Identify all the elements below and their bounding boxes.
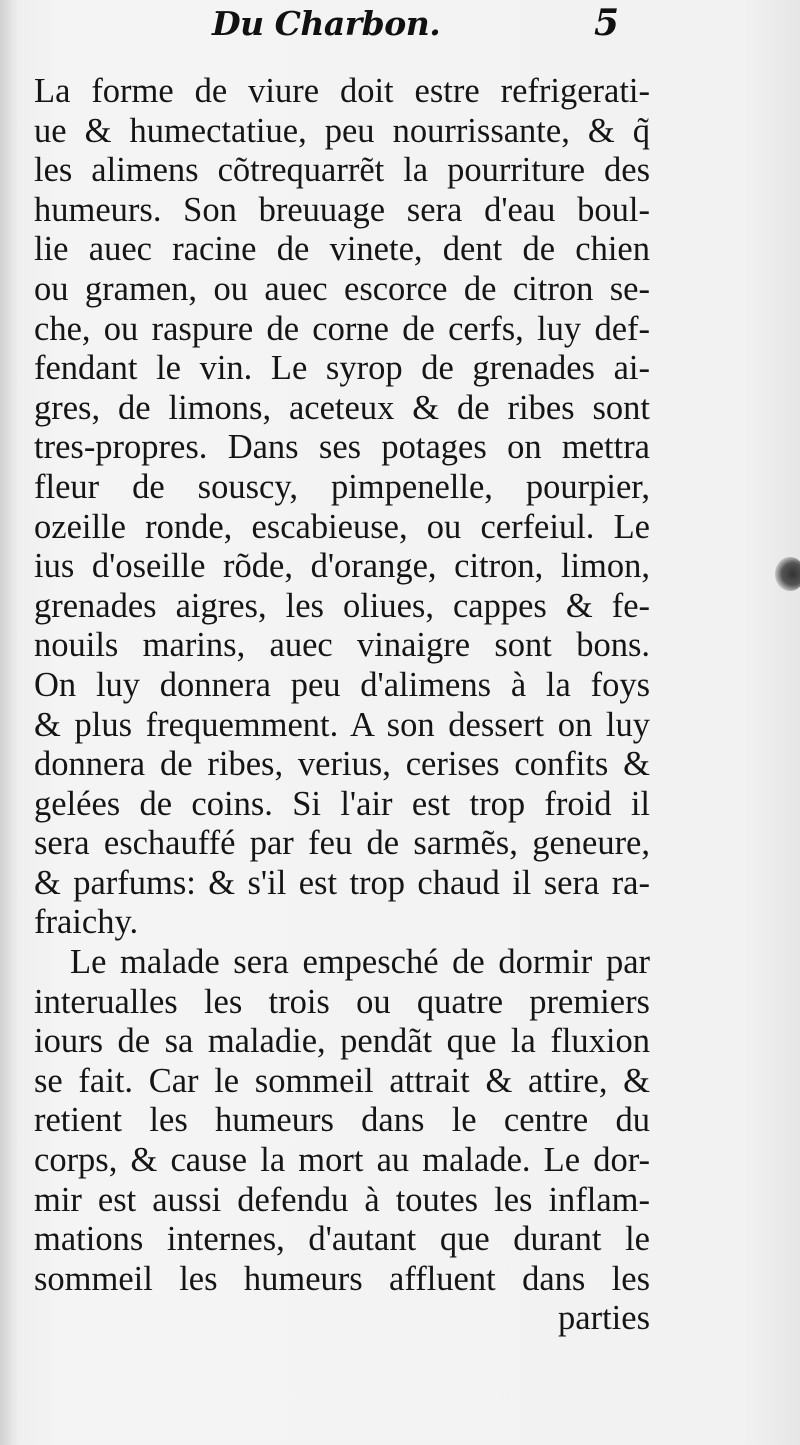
text-line: sommeil les humeurs affluent dans les (34, 1259, 650, 1298)
text-line: La forme de viure doit estre refrigerati- (34, 72, 650, 110)
text-line: grenades aigres, les oliues, cappes & fe- (34, 586, 650, 625)
running-head: Du Charbon. (212, 4, 441, 43)
text-line: mir est aussi defendu à toutes les inflam- (34, 1180, 650, 1219)
text-line: retient les humeurs dans le centre du (34, 1101, 650, 1140)
paragraph-1 (34, 72, 650, 943)
text-line: ou gramen, ou auec escorce de citron se- (34, 269, 650, 308)
text-line: ius d'oseille rõde, d'orange, citron, limon, (34, 547, 650, 586)
text-line: humeurs. Son breuuage sera d'eau boul- (34, 190, 650, 229)
page-number: 5 (594, 2, 620, 44)
text-line: che, ou raspure de corne de cerfs, luy def- (34, 309, 650, 348)
text-line: donnera de ribes, verius, cerises confits & (34, 745, 650, 784)
body-text (34, 72, 650, 1339)
text-line: sera eschauffé par feu de sarmẽs, geneure, (34, 824, 650, 863)
text-line: Le malade sera empesché de dormir par (70, 943, 650, 982)
text-line: interualles les trois ou quatre premiers (34, 982, 650, 1021)
text-line: tres-propres. Dans ses potages on mettra (34, 428, 650, 467)
text-line: les alimens cõtrequarrẽt la pourriture des (34, 151, 650, 190)
text-line: & plus frequemment. A son dessert on luy (34, 705, 650, 744)
text-line: lie auec racine de vinete, dent de chien (34, 230, 650, 269)
paragraph-2 (34, 943, 650, 1299)
text-line: se fait. Car le sommeil attrait & attire, & (34, 1061, 650, 1100)
text-line: On luy donnera peu d'alimens à la foys (34, 665, 650, 704)
text-line: gelées de coins. Si l'air est trop froid il (34, 784, 650, 823)
text-line: fendant le vin. Le syrop de grenades ai- (34, 349, 650, 388)
text-line: mations internes, d'autant que durant le (34, 1220, 650, 1259)
text-line: fleur de souscy, pimpenelle, pourpier, (34, 467, 650, 506)
text-line: & parfums: & s'il est trop chaud il sera ra- (34, 863, 650, 902)
text-line: corps, & cause la mort au malade. Le dor- (34, 1141, 650, 1180)
text-line: ozeille ronde, escabieuse, ou cerfeiul. Le (34, 507, 650, 546)
catchword: parties (558, 1299, 650, 1338)
text-line: nouils marins, auec vinaigre sont bons. (34, 626, 650, 665)
text-line: iours de sa maladie, pendãt que la fluxion (34, 1022, 650, 1061)
ink-smudge (775, 557, 800, 591)
page-header (0, 0, 800, 60)
text-line: fraichy. (34, 903, 139, 942)
text-line: gres, de limons, aceteux & de ribes sont (34, 388, 650, 427)
text-line: ue & humectatiue, peu nourrissante, & q̃ (34, 111, 650, 150)
